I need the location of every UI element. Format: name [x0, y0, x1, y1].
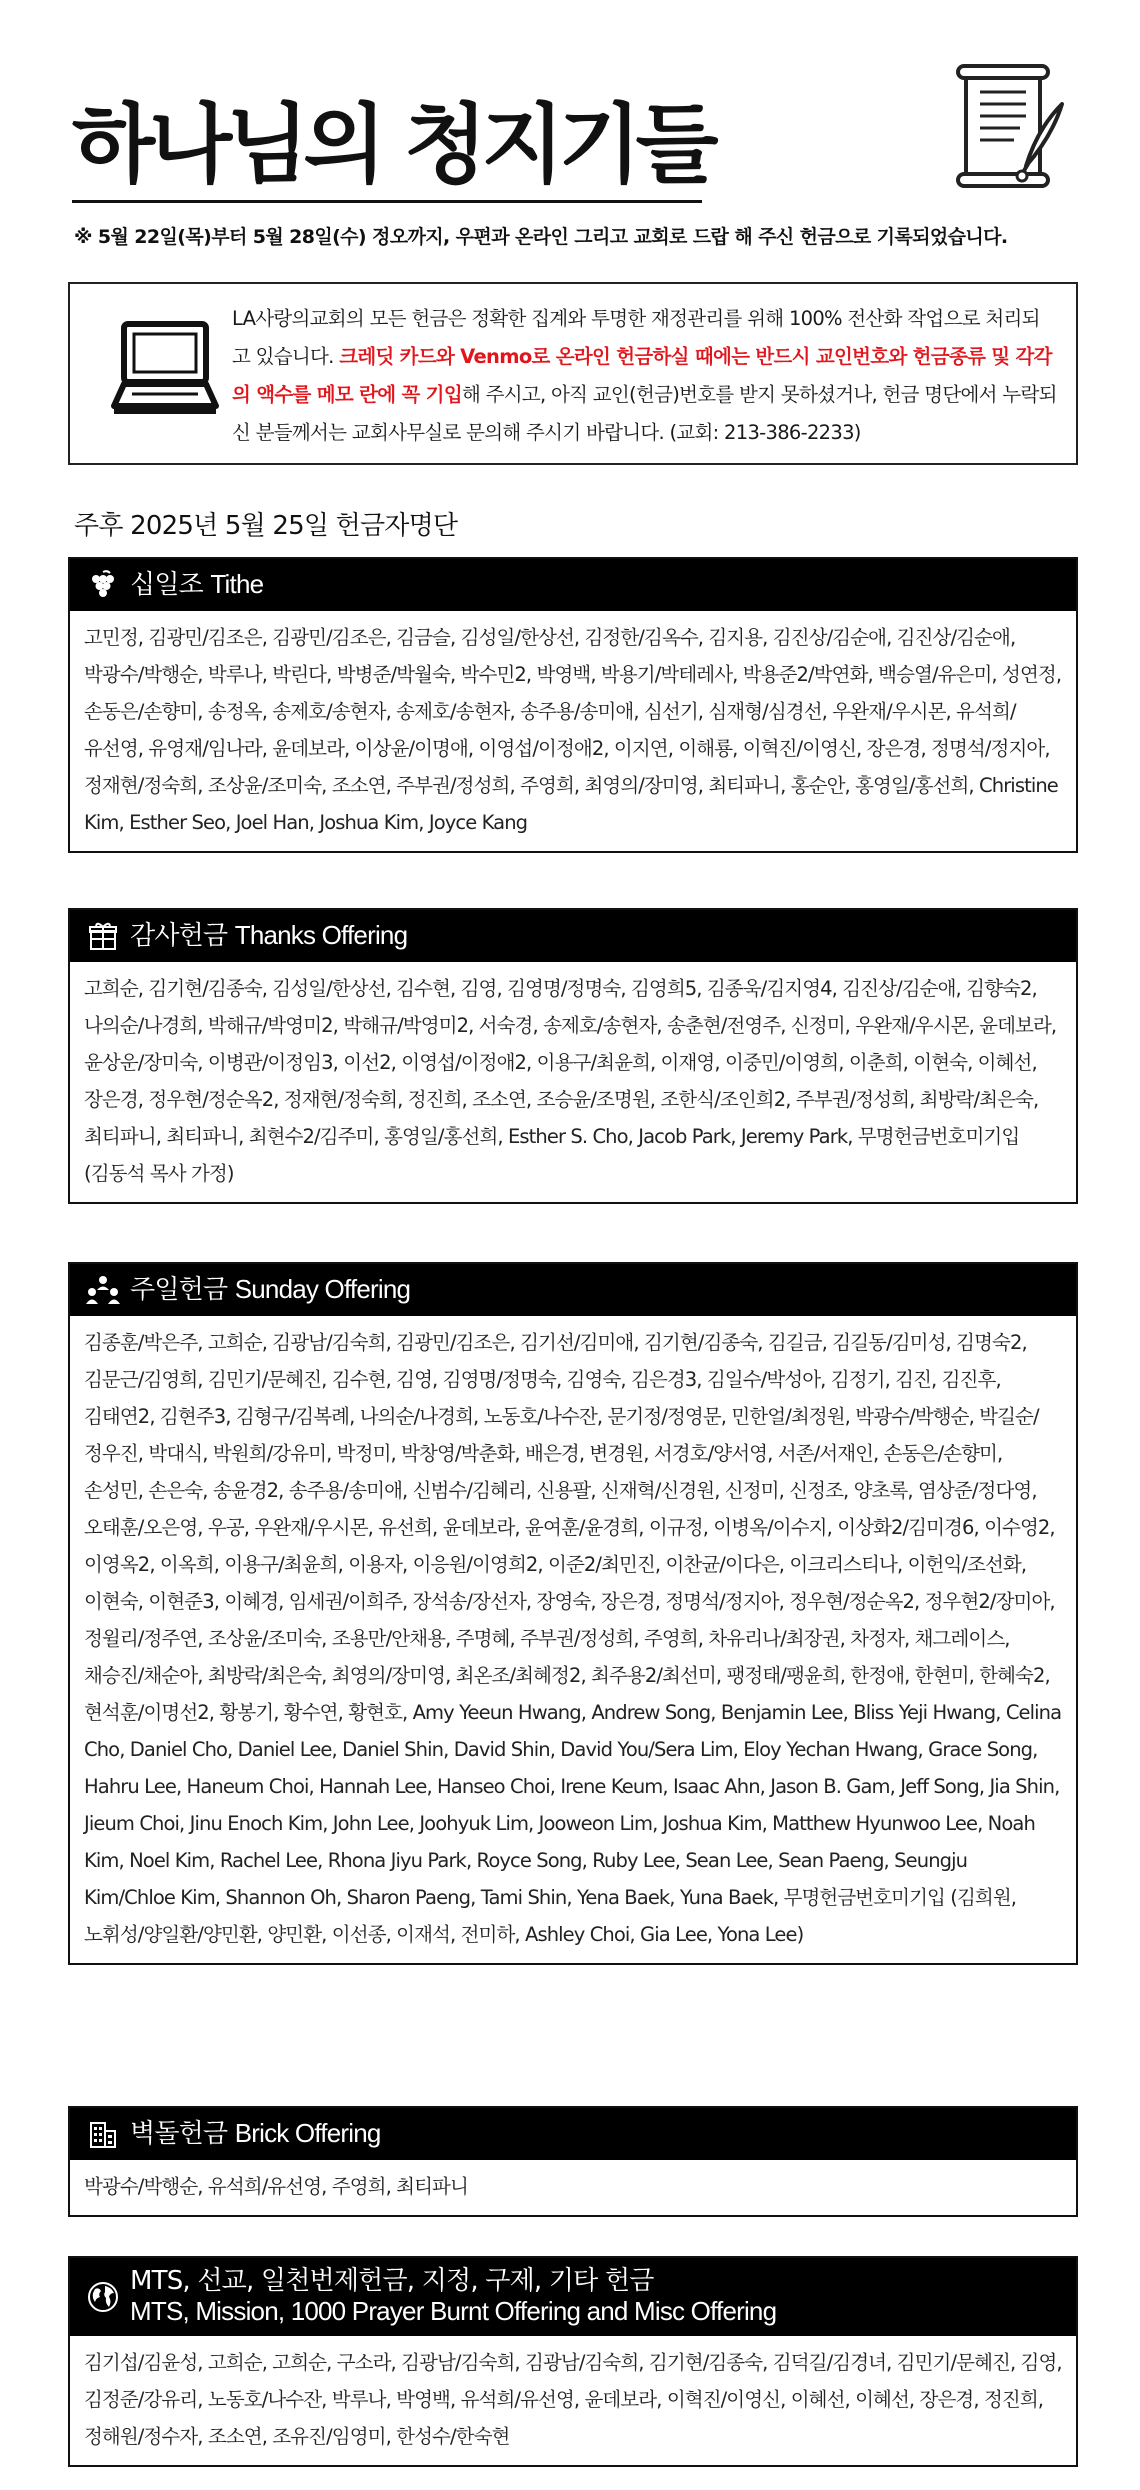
- building-icon: [86, 2117, 120, 2151]
- collection-period-notice: ※ 5월 22일(목)부터 5월 28일(수) 정오까지, 우편과 온라인 그리고 교회로 드랍 해 주신 헌금으로 기록되었습니다.: [74, 226, 1008, 248]
- title-underline: [72, 200, 702, 203]
- section-title-en: Brick Offering: [234, 2117, 381, 2148]
- section-thanks: [68, 908, 1078, 1204]
- section-title-ko: 벽돌헌금: [130, 2118, 228, 2149]
- section-title-en: MTS, Mission, 1000 Prayer Burnt Offering and Misc Offering: [130, 2296, 777, 2326]
- date-heading: 주후 2025년 5월 25일 헌금자명단: [74, 511, 458, 541]
- page-header: [72, 60, 1072, 195]
- section-tithe: [68, 557, 1078, 853]
- family-icon: [86, 1273, 120, 1307]
- name-list: 고희순, 김기현/김종숙, 김성일/한상선, 김수현, 김영, 김영명/정명숙, 김영희5, 김종욱/김지영4, 김진상/김순애, 김향숙2, 나의순/나경희, 박해규/박영미2, 박해규/박영미2, 서숙경, 송제호/송현자, 송춘현/전영주, 신정미, 우완재/우시몬, 윤데보라, 윤상운/장미숙, 이병관/이정임3, 이선2, 이영섭/이정애2, 이용구/최윤희, 이재영, 이중민/이영희, 이춘희, 이현숙, 이혜선, 장은경, 정우현/정순옥2, 정재현/정숙희, 정진희, 조소연, 조승윤/조명원, 조한식/조인희2, 주부권/정성희, 최방락/최은숙, 최티파니, 최티파니, 최현수2/김주미, 홍영일/홍선희, Esther S. Cho, Jacob Park, Jeremy Park, 무명헌금번호미기입 (김동석 목사 가정): [84, 977, 1057, 1185]
- section-sunday: [68, 1262, 1078, 1965]
- computer-icon: [110, 320, 220, 420]
- section-header: [70, 2108, 1076, 2160]
- section-title-en: Tithe: [210, 568, 264, 599]
- section-title-ko: MTS, 선교, 일천번제헌금, 지정, 구제, 기타 헌금: [130, 2266, 654, 2297]
- section-title: [130, 1275, 410, 1306]
- globe-icon: [86, 2280, 120, 2314]
- section-title: [130, 921, 407, 952]
- section-header: [70, 1264, 1076, 1316]
- name-list: 박광수/박행순, 유석희/유선영, 주영희, 최티파니: [84, 2175, 468, 2198]
- info-box: [68, 282, 1078, 465]
- section-misc: [68, 2256, 1078, 2467]
- info-text-intro: LA사랑의교회의 모든 헌금은 정확한 집계와 투명한 재정관리를 위해 100% 전산화 작업으로 처리되고 있습니다.: [232, 307, 1040, 368]
- info-text-highlight: 크레딧 카드와 Venmo로 온라인 헌금하실 때에는 반드시 교인번호와 헌금종류 및 각각의 액수를 메모 란에 꼭 기입: [232, 345, 1052, 406]
- section-header: [70, 910, 1076, 962]
- section-header: [70, 2258, 1076, 2336]
- scroll-quill-icon: [950, 64, 1070, 189]
- section-brick: [68, 2106, 1078, 2217]
- grapes-icon: [86, 568, 120, 602]
- name-list: 김종훈/박은주, 고희순, 김광남/김숙희, 김광민/김조은, 김기선/김미애, 김기현/김종숙, 김길금, 김길동/김미성, 김명숙2, 김문근/김영희, 김민기/문혜진, 김수현, 김영, 김영명/정명숙, 김영숙, 김은경3, 김일수/박성아, 김정기, 김진, 김진후, 김태연2, 김현주3, 김형구/김복례, 나의순/나경희, 노동호/나수잔, 문기정/정영문, 민한얼/최정원, 박광수/박행순, 박길순/정우진, 박대식, 박원희/강유미, 박정미, 박창영/박춘화, 배은경, 변경원, 서경호/양서영, 서존/서재인, 손동은/손향미, 손성민, 손은숙, 송윤경2, 송주용/송미애, 신범수/김혜리, 신용팔, 신재혁/신경원, 신정미, 신정조, 양초록, 염상준/정다영, 오태훈/오은영, 우공, 우완재/우시몬, 유선희, 윤데보라, 윤여훈/윤경희, 이규정, 이병옥/이수지, 이상화2/김미경6, 이수영2, 이영옥2, 이옥희, 이용구/최윤희, 이용자, 이응원/이영희2, 이준2/최민진, 이찬균/이다은, 이크리스티나, 이헌익/조선화, 이현숙, 이현준3, 이혜경, 임세권/이희주, 장석송/장선자, 장영숙, 장은경, 정명석/정지아, 정우현/정순옥2, 정우현2/장미아, 정윌리/정주연, 조상윤/조미숙, 조용만/안채용, 주명혜, 주부권/정성희, 주영희, 차유리나/최장권, 차정자, 채그레이스, 채승진/채순아, 최방락/최은숙, 최영의/장미영, 최온조/최혜정2, 최주용2/최선미, 팽정태/팽윤희, 한정애, 한현미, 한혜숙2, 현석훈/이명선2, 황봉기, 황수연, 황현호, Amy Yeeun Hwang, Andrew Song, Benjamin Lee, Bliss Yeji Hwang, Celina Cho, Daniel Cho, Daniel Lee, Daniel Shin, David Shin, David You/Sera Lim, Eloy Yechan Hwang, Grace Song, Hahru Lee, Haneum Choi, Hannah Lee, Hanseo Choi, Irene Keum, Isaac Ahn, Jason B. Gam, Jeff Song, Jia Shin, Jieum Choi, Jinu Enoch Kim, John Lee, Joohyuk Lim, Jooweon Lim, Joshua Kim, Matthew Hyunwoo Lee, Noah Kim, Noel Kim, Rachel Lee, Rhona Jiyu Park, Royce Song, Ruby Lee, Sean Lee, Sean Paeng, Seungju Kim/Chloe Kim, Shannon Oh, Sharon Paeng, Tami Shin, Yena Baek, Yuna Baek, 무명헌금번호미기입 (김희원, 노휘성/양일환/양민환, 양민환, 이선종, 이재석, 전미하, Ashley Choi, Gia Lee, Yona Lee): [84, 1331, 1062, 1946]
- name-list: 고민정, 김광민/김조은, 김광민/김조은, 김금슬, 김성일/한상선, 김정한/김옥수, 김지용, 김진상/김순애, 김진상/김순애, 박광수/박행순, 박루나, 박린다, 박병준/박월숙, 박수민2, 박영백, 박용기/박테레사, 박용준2/박연화, 백승열/유은미, 성연정, 손동은/손향미, 송정옥, 송제호/송현자, 송제호/송현자, 송주용/송미애, 심선기, 심재형/심경선, 우완재/우시몬, 유석희/유선영, 유영재/임나라, 윤데보라, 이상윤/이명애, 이영섭/이정애2, 이지연, 이해룡, 이혁진/이영신, 장은경, 정명석/정지아, 정재현/정숙희, 조상윤/조미숙, 조소연, 주부권/정성희, 주영희, 최영의/장미영, 최티파니, 홍순안, 홍영일/홍선희, Christine Kim, Esther Seo, Joel Han, Joshua Kim, Joyce Kang: [84, 626, 1062, 834]
- info-text: [232, 300, 1057, 452]
- section-title: [130, 570, 263, 601]
- section-title-ko: 감사헌금: [130, 920, 228, 951]
- info-text-rest: 해 주시고, 아직 교인(헌금)번호를 받지 못하셨거나, 헌금 명단에서 누락되신 분들께서는 교회사무실로 문의해 주시기 바랍니다. (교회: 213-386-2233): [232, 383, 1057, 444]
- section-title: [130, 2119, 381, 2150]
- section-title-ko: 십일조: [130, 569, 203, 600]
- name-list: 김기섭/김윤성, 고희순, 고희순, 구소라, 김광남/김숙희, 김광남/김숙희, 김기현/김종숙, 김덕길/김경녀, 김민기/문혜진, 김영, 김정준/강유리, 노동호/나수잔, 박루나, 박영백, 유석희/유선영, 윤데보라, 이혁진/이영신, 이혜선, 이혜선, 장은경, 정진희, 정해원/정수자, 조소연, 조유진/임영미, 한성수/한숙현: [84, 2351, 1062, 2448]
- gift-icon: [86, 919, 120, 953]
- section-title-en: Sunday Offering: [234, 1273, 411, 1304]
- section-title: [130, 2267, 776, 2327]
- section-header: [70, 559, 1076, 611]
- page-title: 하나님의 청지기들: [72, 95, 713, 195]
- section-title-ko: 주일헌금: [130, 1274, 228, 1305]
- section-title-en: Thanks Offering: [234, 919, 408, 950]
